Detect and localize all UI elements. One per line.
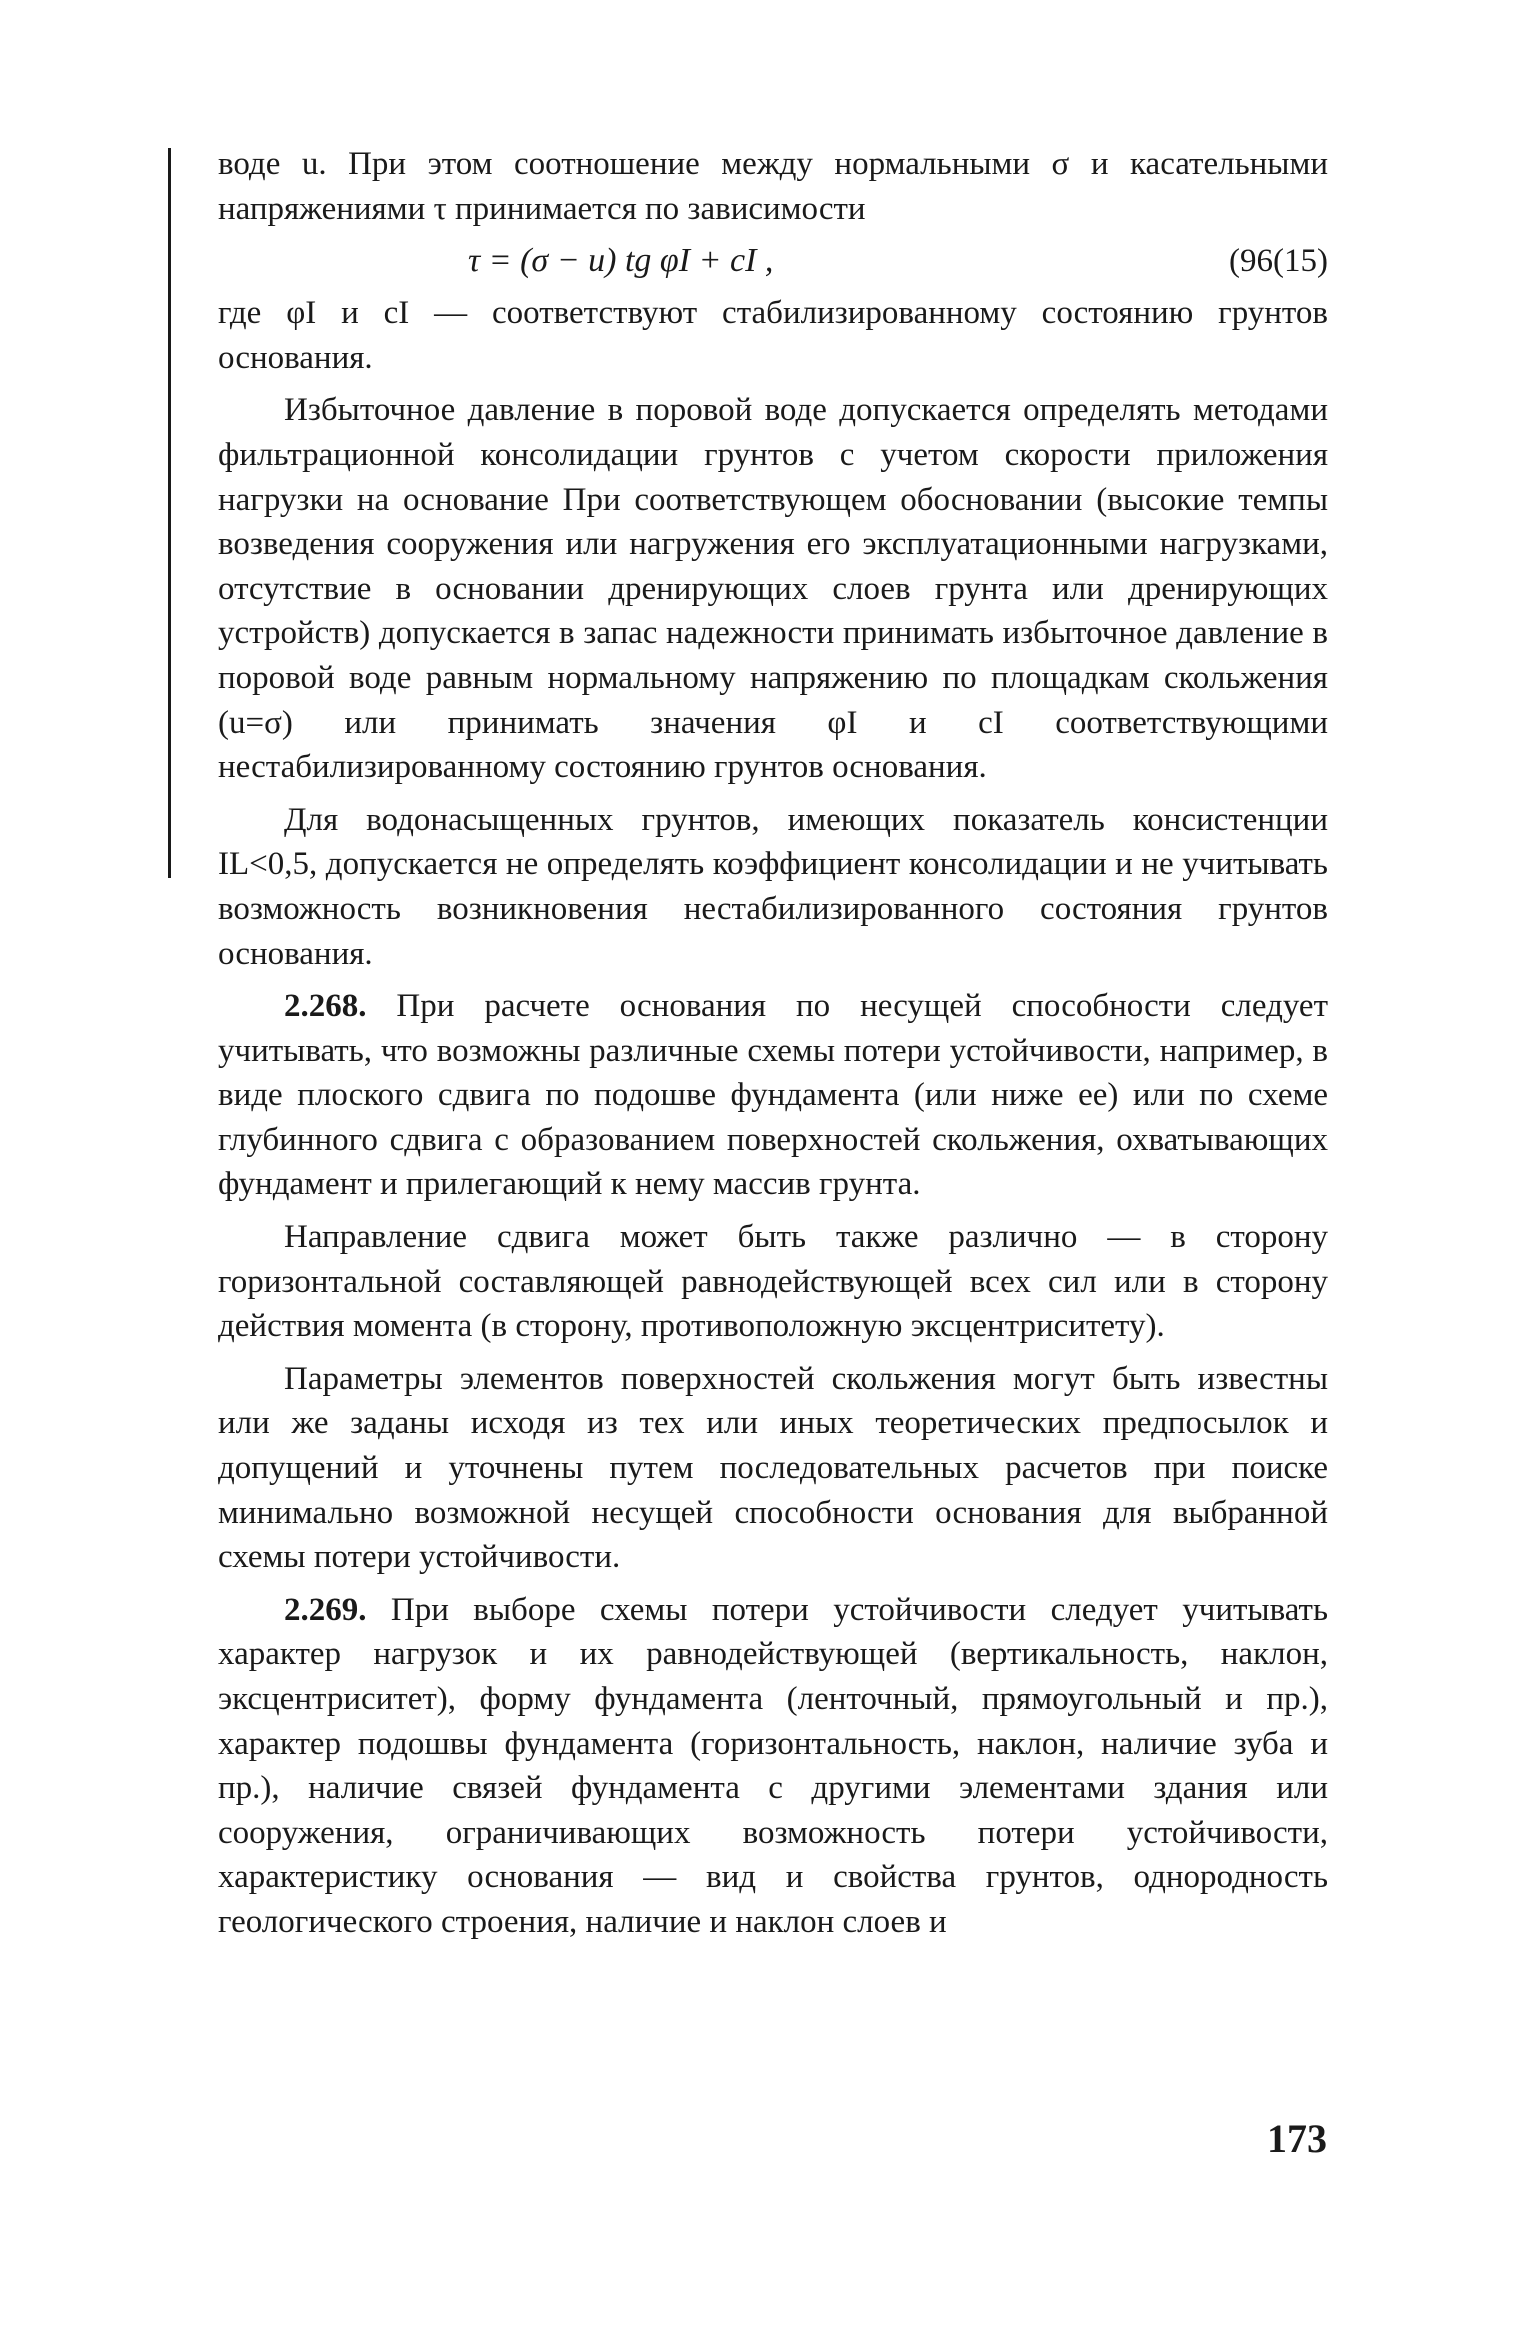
paragraph: Параметры элементов поверхностей скольжения могут быть известны или же заданы исходя из тех или иных теоретических предпосылок и допущений и уточнены путем последовательных расчетов при поиске минимально возможной несущей способности основания для выбранной схемы потери устойчивости. — [218, 1360, 1328, 1576]
clause-number: 2.269. — [284, 1591, 367, 1628]
change-marker-bar — [168, 148, 171, 878]
clause-number: 2.268. — [284, 988, 367, 1025]
paragraph: Для водонасыщенных грунтов, имеющих показатель консистенции IL<0,5, допускается не определять коэффициент консолидации и не учитывать возможность возникновения нестабилизированного состояния грунтов основания. — [218, 801, 1328, 972]
formula: τ = (σ − u) tg φI + cI , — [468, 242, 774, 280]
paragraph — [218, 984, 1328, 1207]
formula-block — [218, 233, 1328, 289]
page-number: 173 — [1267, 2116, 1327, 2161]
paragraph: воде u. При этом соотношение между нормальными σ и касательными напряжениями τ принимается по зависимости — [218, 146, 1328, 227]
body-text — [218, 142, 1328, 1945]
clause-text: При расчете основания по несущей способности следует учитывать, что возможны различные схемы потери устойчивости, например, в виде плоского сдвига по подошве фундамента (или ниже ее) или по схеме глубинного сдвига с образованием поверхностей скольжения, охватывающих фундамент и прилегающий к нему массив грунта. — [218, 988, 1329, 1203]
paragraph: Избыточное давление в поровой воде допускается определять методами фильтрационной консолидации грунтов с учетом скорости приложения нагрузки на основание При соответствующем обосновании (высокие темпы возведения сооружения или нагружения его эксплуатационными нагрузками, отсутствие в основании дренирующих слоев грунта или дренирующих устройств) допускается в запас надежности принимать избыточное давление в поровой воде равным нормальному напряжению по площадкам скольжения (u=σ) или принимать значения φI и cI соответствующими нестабилизированному состоянию грунтов основания. — [218, 392, 1328, 786]
paragraph: Направление сдвига может быть также различно — в сторону горизонтальной составляющей равнодействующей всех сил или в сторону действия момента (в сторону, противоположную эксцентриситету). — [218, 1219, 1328, 1345]
formula-number: (96(15) — [1229, 243, 1328, 280]
paragraph: где φI и cI — соответствуют стабилизированному состоянию грунтов основания. — [218, 295, 1328, 376]
clause-text: При выборе схемы потери устойчивости следует учитывать характер нагрузок и их равнодействующей (вертикальность, наклон, эксцентриситет), форму фундамента (ленточный, прямоугольный и пр.), характер подошвы фундамента (горизонтальность, наклон, наличие зуба и пр.), наличие связей фундамента с другими элементами здания или сооружения, ограничивающих возможность потери устойчивости, характеристику основания — вид и свойства грунтов, однородность геологического строения, наличие и наклон слоев и — [218, 1591, 1328, 1940]
paragraph — [218, 1588, 1328, 1945]
